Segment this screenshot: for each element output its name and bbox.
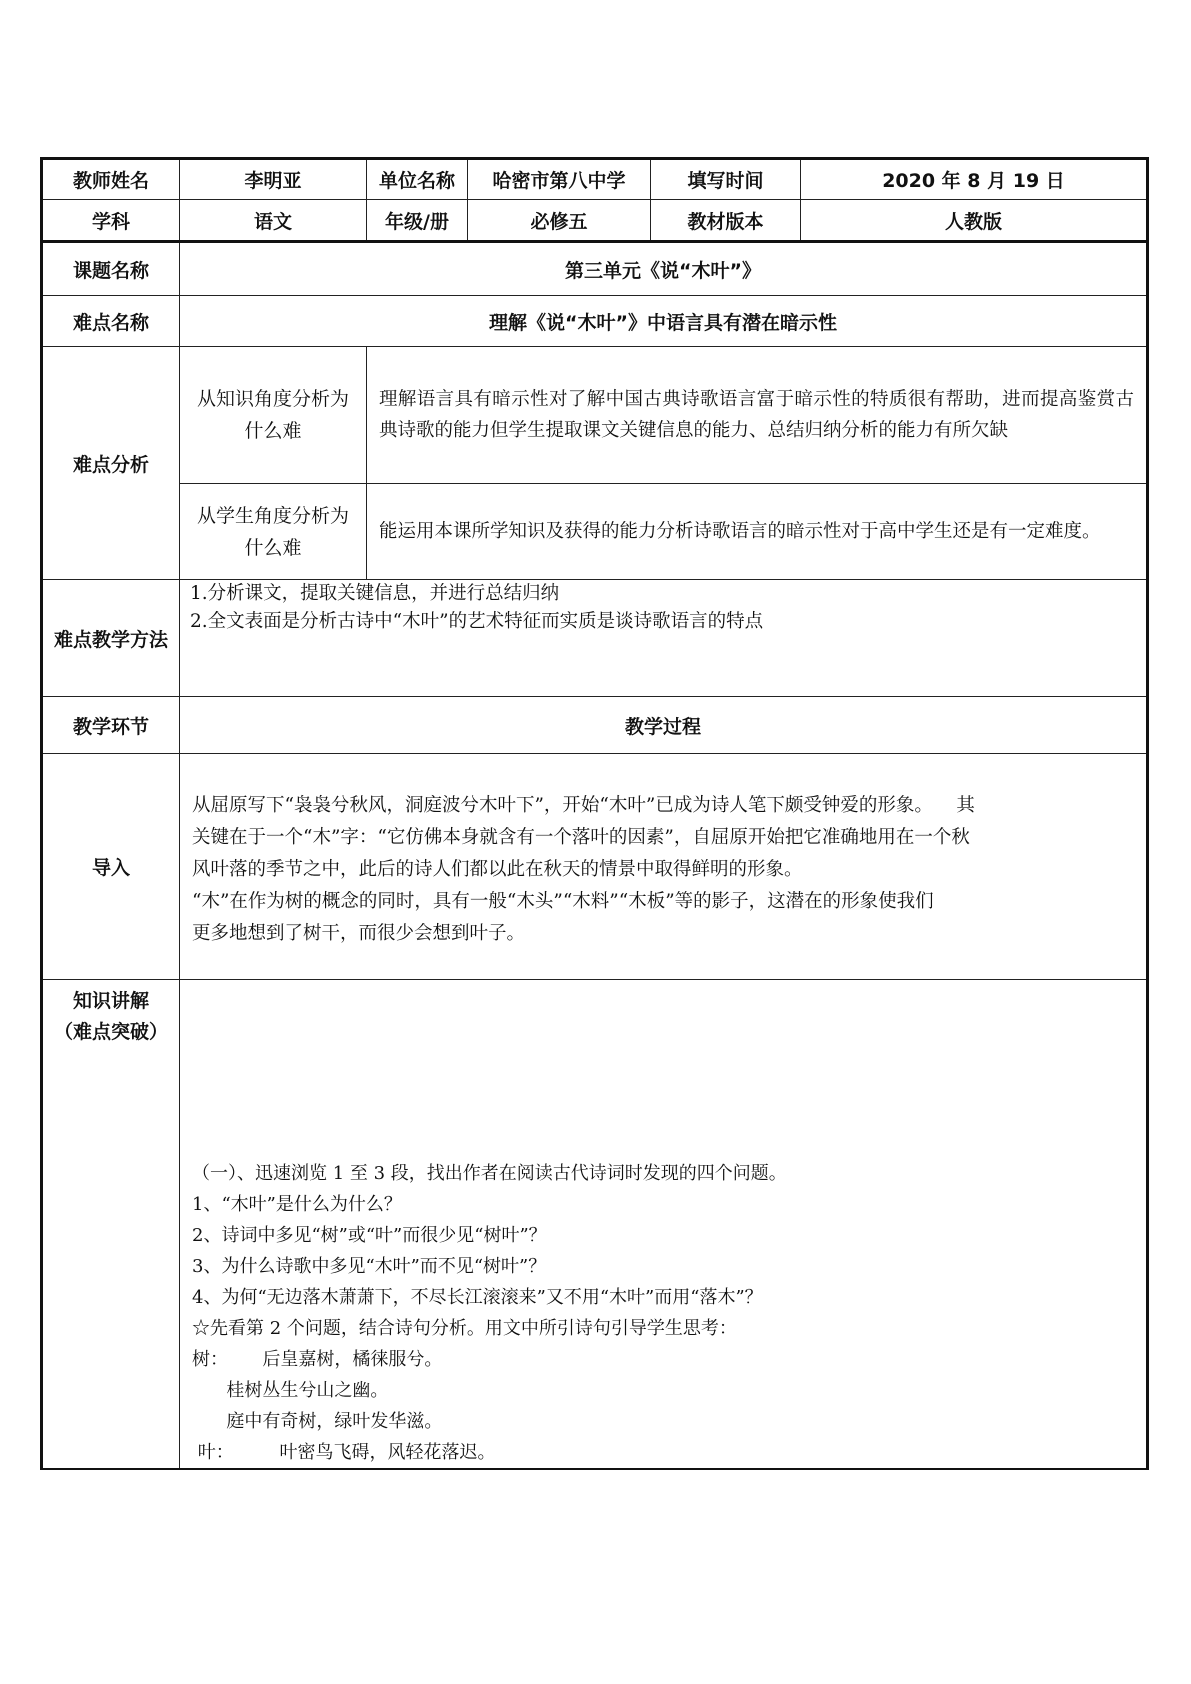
knowledge-line: 2、诗词中多见“树”或“叶”而很少见“树叶”？ — [192, 1225, 547, 1246]
unit-label: 单位名称 — [367, 159, 468, 200]
knowledge-row — [42, 980, 1148, 1470]
method-line: 1.分析课文，提取关键信息，并进行总结归纳 — [190, 583, 560, 604]
subject-label: 学科 — [42, 200, 180, 242]
topic-row — [42, 242, 1148, 296]
student-angle-label: 从学生角度分析为什么难 — [180, 484, 367, 580]
student-angle-text: 能运用本课所学知识及获得的能力分析诗歌语言的暗示性对于高中学生还是有一定难度。 — [367, 484, 1148, 580]
intro-line: 风叶落的季节之中，此后的诗人们都以此在秋天的情景中取得鲜明的形象。 — [192, 859, 803, 880]
process-header-row — [42, 697, 1148, 754]
difficulty-label: 难点名称 — [42, 296, 180, 347]
date-value: 2020 年 8 月 19 日 — [801, 159, 1148, 200]
knowledge-label-line1: 知识讲解 — [72, 990, 149, 1012]
intro-line: 从屈原写下“袅袅兮秋风，洞庭波兮木叶下”，开始“木叶”已成为诗人笔下颇受钟爱的形象。 其 — [192, 795, 975, 816]
knowledge-line: （一）、迅速浏览 1 至 3 段，找出作者在阅读古代诗词时发现的四个问题。 — [192, 1163, 787, 1184]
knowledge-line: 树： 后皇嘉树，橘徕服兮。 — [192, 1349, 443, 1370]
analysis-row-student — [42, 484, 1148, 580]
date-label: 填写时间 — [651, 159, 801, 200]
method-label: 难点教学方法 — [42, 580, 180, 697]
process-stage-label: 教学环节 — [42, 697, 180, 754]
intro-line: 更多地想到了树干，而很少会想到叶子。 — [192, 923, 526, 944]
intro-line: 关键在于一个“木”字：“它仿佛本身就含有一个落叶的因素”，自屈原开始把它准确地用在一个秋 — [192, 827, 970, 848]
knowledge-label-line2: （难点突破） — [53, 1021, 168, 1043]
topic-value: 第三单元《说“木叶”》 — [180, 242, 1148, 296]
knowledge-content — [180, 980, 1148, 1470]
knowledge-line: 4、为何“无边落木萧萧下，不尽长江滚滚来”又不用“木叶”而用“落木”？ — [192, 1287, 763, 1308]
knowledge-line: 桂树丛生兮山之幽。 — [192, 1380, 389, 1401]
intro-row — [42, 754, 1148, 980]
grade-label: 年级/册 — [367, 200, 468, 242]
analysis-label: 难点分析 — [42, 347, 180, 580]
edition-value: 人教版 — [801, 200, 1148, 242]
teacher-value: 李明亚 — [180, 159, 367, 200]
topic-label: 课题名称 — [42, 242, 180, 296]
knowledge-line: ☆先看第 2 个问题，结合诗句分析。用文中所引诗句引导学生思考： — [192, 1318, 737, 1339]
lesson-plan-table — [40, 157, 1149, 1470]
edition-label: 教材版本 — [651, 200, 801, 242]
method-content — [180, 580, 1148, 697]
knowledge-line: 3、为什么诗歌中多见“木叶”而不见“树叶”？ — [192, 1256, 547, 1277]
difficulty-value: 理解《说“木叶”》中语言具有潜在暗示性 — [180, 296, 1148, 347]
process-title: 教学过程 — [180, 697, 1148, 754]
intro-label: 导入 — [42, 754, 180, 980]
lesson-plan-sheet — [40, 157, 1146, 1470]
knowledge-label — [42, 980, 180, 1470]
grade-value: 必修五 — [468, 200, 651, 242]
teacher-label: 教师姓名 — [42, 159, 180, 200]
difficulty-row — [42, 296, 1148, 347]
knowledge-line: 庭中有奇树，绿叶发华滋。 — [192, 1411, 443, 1432]
analysis-row-knowledge — [42, 347, 1148, 484]
knowledge-angle-text: 理解语言具有暗示性对了解中国古典诗歌语言富于暗示性的特质很有帮助，进而提高鉴赏古典诗歌的能力但学生提取课文关键信息的能力、总结归纳分析的能力有所欠缺 — [367, 347, 1148, 484]
subject-value: 语文 — [180, 200, 367, 242]
header-row-2 — [42, 200, 1148, 242]
knowledge-line: 叶： 叶密鸟飞碍，风轻花落迟。 — [192, 1442, 496, 1463]
intro-line: “木”在作为树的概念的同时，具有一般“木头”“木料”“木板”等的影子，这潜在的形象使我们 — [192, 891, 934, 912]
unit-value: 哈密市第八中学 — [468, 159, 651, 200]
knowledge-angle-label: 从知识角度分析为什么难 — [180, 347, 367, 484]
intro-content — [180, 754, 1148, 980]
method-row — [42, 580, 1148, 697]
method-line: 2.全文表面是分析古诗中“木叶”的艺术特征而实质是谈诗歌语言的特点 — [190, 611, 764, 632]
header-row-1 — [42, 159, 1148, 200]
knowledge-line: 1、“木叶”是什么为什么？ — [192, 1194, 402, 1215]
